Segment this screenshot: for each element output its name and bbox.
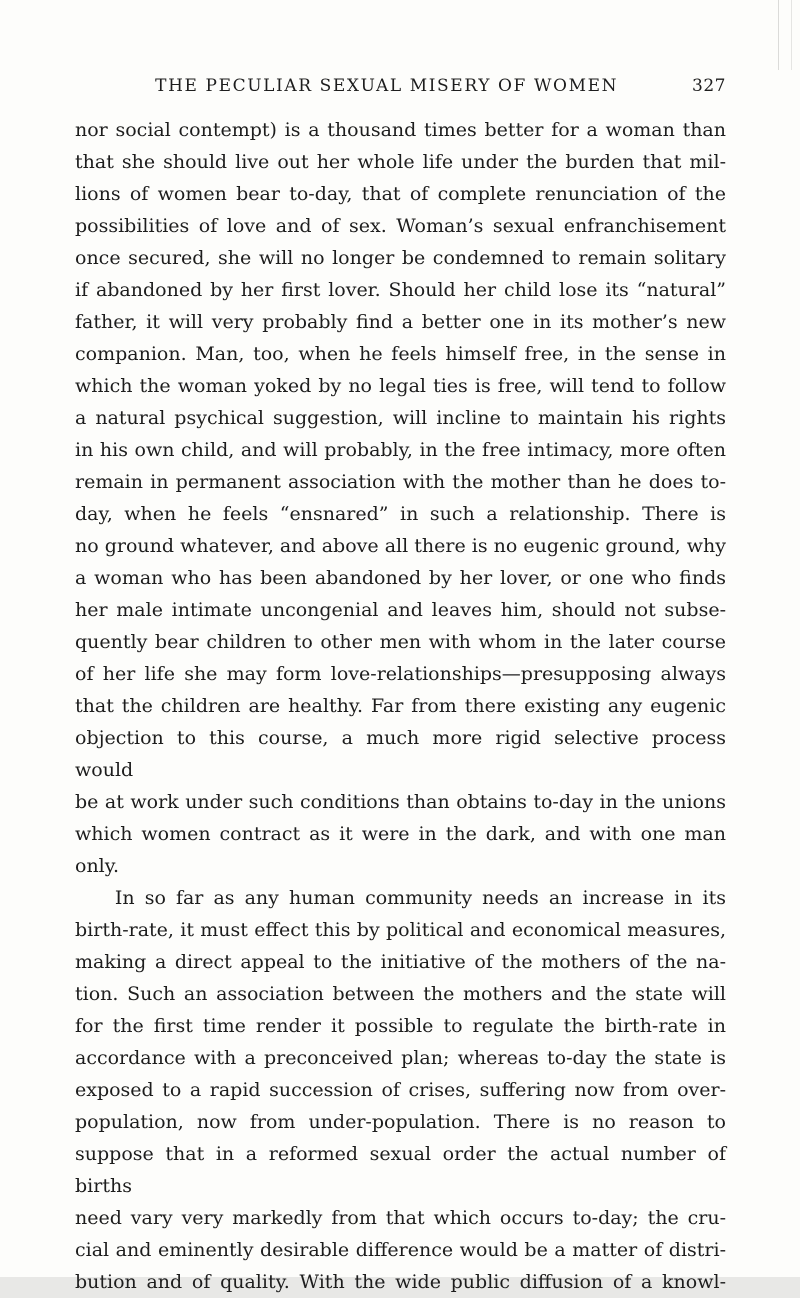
text-line: if abandoned by her first lover. Should her child lose its “natural” xyxy=(75,279,726,301)
page-body xyxy=(75,114,726,1298)
text-line: remain in permanent association with the mother than he does to- xyxy=(75,471,726,493)
text-line: once secured, she will no longer be condemned to remain solitary xyxy=(75,247,726,269)
text-line: objection to this course, a much more rigid selective process would xyxy=(75,727,726,781)
text-line: quently bear children to other men with whom in the later course xyxy=(75,631,726,653)
text-line: need vary very markedly from that which occurs to-day; the cru- xyxy=(75,1207,726,1229)
text-line: that she should live out her whole life under the burden that mil- xyxy=(75,151,726,173)
text-line: of her life she may form love-relationships—presupposing always xyxy=(75,663,726,685)
text-line: only. xyxy=(75,855,120,877)
text-line: cial and eminently desirable difference would be a matter of distri- xyxy=(75,1239,726,1261)
text-line: which the woman yoked by no legal ties is free, will tend to follow xyxy=(75,375,726,397)
page-number: 327 xyxy=(692,76,726,96)
text-line: making a direct appeal to the initiative of the mothers of the na- xyxy=(75,951,726,973)
text-line: possibilities of love and of sex. Woman’s sexual enfranchisement xyxy=(75,215,726,237)
text-line: that the children are healthy. Far from there existing any eugenic xyxy=(75,695,726,717)
paragraph xyxy=(75,114,726,882)
text-line: be at work under such conditions than obtains to-day in the unions xyxy=(75,791,726,813)
text-line: which women contract as it were in the dark, and with one man xyxy=(75,823,726,845)
text-line: lions of women bear to-day, that of complete renunciation of the xyxy=(75,183,726,205)
paragraph xyxy=(75,882,726,1298)
page-header xyxy=(75,76,726,102)
text-line: father, it will very probably find a better one in its mother’s new xyxy=(75,311,726,333)
text-line: tion. Such an association between the mothers and the state will xyxy=(75,983,726,1005)
text-line: population, now from under-population. There is no reason to xyxy=(75,1111,726,1133)
text-line: a natural psychical suggestion, will incline to maintain his rights xyxy=(75,407,726,429)
text-line: bution and of quality. With the wide public diffusion of a knowl- xyxy=(75,1271,726,1293)
text-line: in his own child, and will probably, in the free intimacy, more often xyxy=(75,439,726,461)
text-line: exposed to a rapid succession of crises, suffering now from over- xyxy=(75,1079,726,1101)
scan-artifact xyxy=(778,0,792,70)
text-line: day, when he feels “ensnared” in such a relationship. There is xyxy=(75,503,726,525)
text-line: her male intimate uncongenial and leaves him, should not subse- xyxy=(75,599,726,621)
running-title: THE PECULIAR SEXUAL MISERY OF WOMEN xyxy=(155,76,619,96)
text-line: birth-rate, it must effect this by political and economical measures, xyxy=(75,919,726,941)
text-line: nor social contempt) is a thousand times better for a woman than xyxy=(75,119,726,141)
text-line: suppose that in a reformed sexual order the actual number of births xyxy=(75,1143,726,1197)
text-line: a woman who has been abandoned by her lover, or one who finds xyxy=(75,567,726,589)
text-line: companion. Man, too, when he feels himself free, in the sense in xyxy=(75,343,726,365)
text-line: In so far as any human community needs an increase in its xyxy=(114,887,726,909)
text-line: no ground whatever, and above all there is no eugenic ground, why xyxy=(75,535,726,557)
text-line: for the first time render it possible to regulate the birth-rate in xyxy=(75,1015,726,1037)
text-line: accordance with a preconceived plan; whereas to-day the state is xyxy=(75,1047,726,1069)
